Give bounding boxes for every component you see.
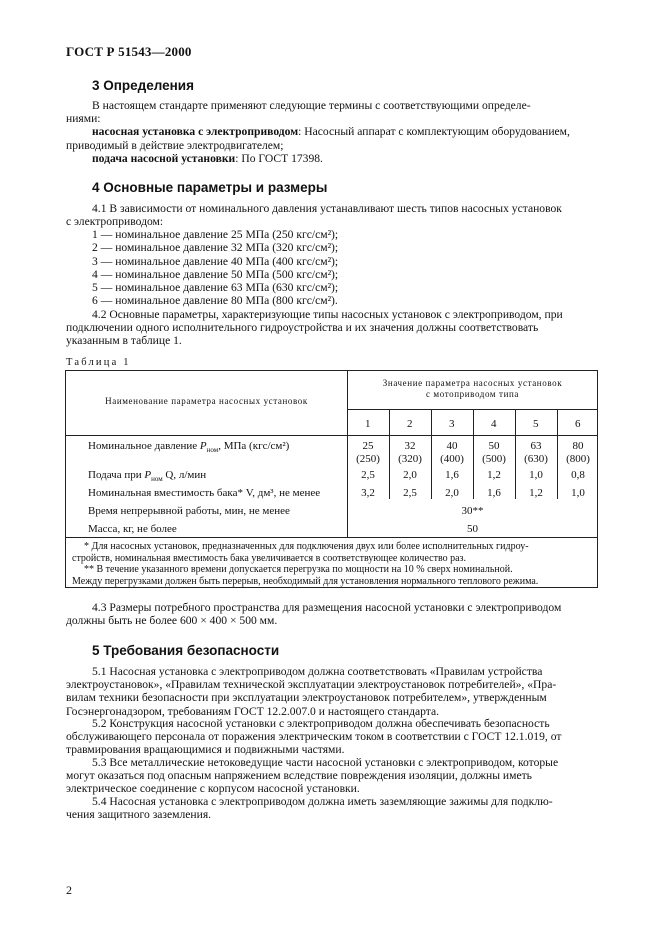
value: (500) <box>482 452 506 465</box>
row-label-part: Q, л/мин <box>162 469 207 481</box>
value: 80 <box>572 440 584 452</box>
value: 63 <box>530 440 542 452</box>
term-2 <box>66 152 598 165</box>
values-header-line-1: Значение параметра насосных установок <box>382 378 563 388</box>
list-item: 6 — номинальное давление 80 МПа (800 кгс/см²). <box>92 294 338 308</box>
table-cell: 3,2 <box>361 487 375 499</box>
p41-line-2: с электроприводом: <box>66 215 164 229</box>
table-cell: 1,2 <box>487 469 501 481</box>
p42-line-2: подключении одного исполнительного гидроустройства и их значения должны соответствовать <box>66 321 539 335</box>
list-item: 5 — номинальное давление 63 МПа (630 кгс/см²); <box>92 281 339 295</box>
table-cell <box>348 440 388 465</box>
section-3-text <box>66 99 598 165</box>
pressure-symbol: P <box>199 440 207 452</box>
row-label-runtime: Время непрерывной работы, мин, не менее <box>88 505 290 517</box>
paragraph-4-3 <box>66 601 598 627</box>
table-caption: Таблица 1 <box>66 357 131 368</box>
term-1 <box>66 125 598 138</box>
table-cell: 2,5 <box>361 469 375 481</box>
type-number: 6 <box>574 418 582 430</box>
footnote-1-line-2: стройств, номинальная вместимость бака увеличивается в соответствующее количество раз. <box>72 552 466 564</box>
footnote-1-line-1: * Для насосных установок, предназначенных для подключения двух или более исполнительных гидроу- <box>84 541 529 552</box>
row-label-pressure <box>88 440 289 454</box>
value: (250) <box>356 452 380 465</box>
row-label-part: Подача при <box>88 469 145 481</box>
term-2-definition: : По ГОСТ 17398. <box>235 151 323 165</box>
p52-line: обслуживающего персонала от поражения электрическим током в соответствии с ГОСТ 12.1.019, от <box>66 730 562 744</box>
p54-line: чения защитного заземления. <box>66 808 212 822</box>
section-5-heading: 5 Требования безопасности <box>92 643 280 658</box>
type-number: 3 <box>448 418 456 430</box>
term-1-name: насосная установка с электроприводом <box>92 125 299 139</box>
value: 32 <box>404 440 416 452</box>
footnote-2-line-1: ** В течение указанного времени допускается перегрузка по мощности на 10 % сверх номинальной. <box>84 564 513 575</box>
table-cell: 1,0 <box>571 487 585 499</box>
paragraph-4-2 <box>66 308 598 348</box>
term-1-definition: : Насосный аппарат с комплектующим оборудованием, <box>298 125 570 139</box>
table-cell: 1,0 <box>529 469 543 481</box>
table-cell: 50 <box>467 523 478 535</box>
paragraph-5-2 <box>66 717 598 757</box>
value: (800) <box>566 452 590 465</box>
table-cell: 30** <box>461 505 484 517</box>
list-item: 1 — номинальное давление 25 МПа (250 кгс/см²); <box>92 228 339 241</box>
standard-header: ГОСТ Р 51543—2000 <box>66 44 192 59</box>
table-footnotes <box>72 541 593 587</box>
value: 40 <box>446 440 458 452</box>
grid-line <box>66 537 598 538</box>
p51-line: вилам техники безопасности при эксплуатации электроустановок потребителем», утвержденным <box>66 691 547 705</box>
p43-line-2: должны быть не более 600 × 400 × 500 мм. <box>66 614 278 628</box>
list-item: 3 — номинальное давление 40 МПа (400 кгс/см²); <box>92 254 339 268</box>
type-number: 5 <box>532 418 540 430</box>
p41-line-1: 4.1 В зависимости от номинального давления устанавливают шесть типов насосных установок <box>92 202 562 215</box>
value: 25 <box>362 440 374 452</box>
type-number: 1 <box>364 418 372 430</box>
intro-line-1: В настоящем стандарте применяют следующие термины с соответствующими определе- <box>92 99 531 112</box>
p51-line: Госэнергонадзором, требованиям ГОСТ 12.2.007.0 и настоящего стандарта. <box>66 704 440 718</box>
row-label-flow <box>88 469 206 483</box>
row-label-mass: Масса, кг, не более <box>88 523 177 535</box>
type-number: 2 <box>406 418 414 430</box>
row-label-part: , МПа (кгс/см²) <box>218 440 290 452</box>
p42-line-1: 4.2 Основные параметры, характеризующие типы насосных установок с электроприводом, при <box>92 308 563 321</box>
footnote-2-line-2: Между перегрузками должен быть перерыв, необходимый для установления нормального теплового режима. <box>72 575 539 587</box>
value: (320) <box>398 452 422 465</box>
p53-line: 5.3 Все металлические нетоковедущие части насосной установки с электроприводом, которые <box>92 756 559 769</box>
table-cell: 2,5 <box>403 487 417 499</box>
p51-line: электроустановок», «Правилам технической эксплуатации электроустановок потребителей», «Пра- <box>66 678 557 692</box>
p42-line-3: указанным в таблице 1. <box>66 334 182 348</box>
paragraph-5-4 <box>66 795 598 821</box>
value: 50 <box>488 440 500 452</box>
section-3-heading: 3 Определения <box>92 78 194 93</box>
pressure-symbol: P <box>144 469 152 481</box>
paragraph-4-1 <box>66 202 598 228</box>
grid-line <box>66 435 598 436</box>
intro-line-2: ниями: <box>66 112 101 126</box>
p53-line: могут оказаться под опасным напряжением вследствие повреждения изоляции, должны иметь <box>66 769 532 783</box>
page-number: 2 <box>66 883 72 897</box>
p54-line: 5.4 Насосная установка с электроприводом должна иметь заземляющие зажимы для подклю- <box>92 795 553 808</box>
value: (400) <box>440 452 464 465</box>
table-cell <box>558 440 598 465</box>
type-number: 4 <box>490 418 498 430</box>
types-list <box>92 228 338 308</box>
values-header-line-2: с мотоприводом типа <box>425 389 519 399</box>
term-2-name: подача насосной установки <box>92 151 236 165</box>
value: (630) <box>524 452 548 465</box>
list-item: 2 — номинальное давление 32 МПа (320 кгс/см²); <box>92 241 339 255</box>
term-1-definition-cont: приводимый в действие электродвигателем; <box>66 138 284 152</box>
p53-line: электрическое соединение с корпусом насосной установки. <box>66 782 360 796</box>
table-cell: 2,0 <box>445 487 459 499</box>
pressure-subscript: ном <box>206 446 219 455</box>
table-cell <box>474 440 514 465</box>
table-cell <box>432 440 472 465</box>
table-cell: 0,8 <box>571 469 585 481</box>
list-item: 4 — номинальное давление 50 МПа (500 кгс/см²); <box>92 267 339 281</box>
row-label-part: Номинальное давление <box>88 440 200 452</box>
p52-line: травмирования вращающимися и подвижными частями. <box>66 743 345 757</box>
pressure-subscript: ном <box>151 475 163 484</box>
table-cell: 2,0 <box>403 469 417 481</box>
table-cell: 1,2 <box>529 487 543 499</box>
row-label-tank: Номинальная вместимость бака* V, дм³, не менее <box>88 487 321 499</box>
p52-line: 5.2 Конструкция насосной установки с электроприводом должна обеспечивать безопасность <box>92 717 550 730</box>
table-cell <box>390 440 430 465</box>
paragraph-5-1 <box>66 665 598 718</box>
table-cell <box>516 440 556 465</box>
paragraph-5-3 <box>66 756 598 796</box>
table-cell: 1,6 <box>445 469 459 481</box>
p43-line-1: 4.3 Размеры потребного пространства для размещения насосной установки с электроприводом <box>92 601 562 614</box>
p51-line: 5.1 Насосная установка с электроприводом должна соответствовать «Правилам устройства <box>92 665 543 678</box>
table-1 <box>65 370 598 588</box>
section-4-heading: 4 Основные параметры и размеры <box>92 180 328 195</box>
values-column-header <box>347 378 598 400</box>
table-cell: 1,6 <box>487 487 501 499</box>
param-column-header: Наименование параметра насосных установок <box>105 396 308 406</box>
